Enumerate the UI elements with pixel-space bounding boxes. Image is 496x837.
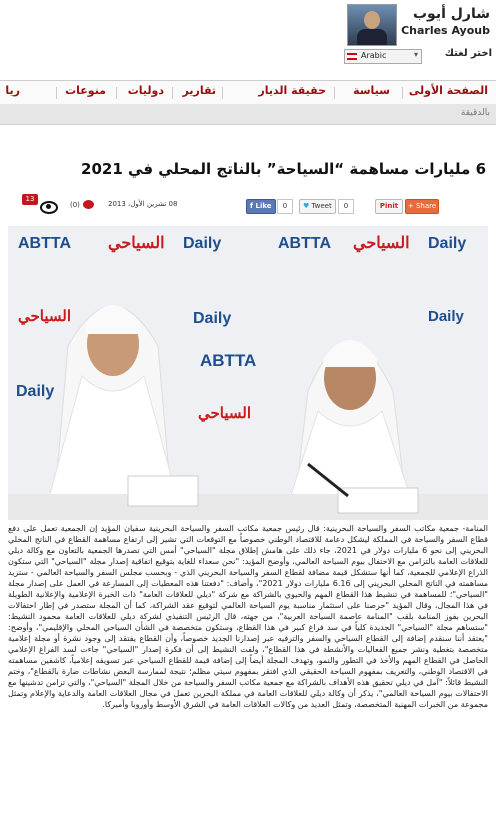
share-button[interactable]: + Share [405, 199, 439, 214]
backdrop-logo-alsiyahi-4: السياحي [198, 405, 251, 422]
backdrop-logo-daily-4: Daily [428, 308, 464, 325]
breadcrumb-bar [0, 104, 496, 125]
backdrop-logo-abtta-3: ABTTA [200, 351, 257, 370]
nav-item-politics[interactable]: سياسة [353, 84, 390, 97]
author-avatar[interactable] [347, 4, 397, 46]
photo-illustration [8, 226, 488, 520]
nav-item-miscellaneous[interactable]: منوعات [65, 84, 106, 97]
site-header [0, 0, 496, 80]
comment-icon[interactable] [83, 200, 94, 209]
comments-count[interactable]: (0) [70, 201, 80, 209]
backdrop-logo-abtta: ABTTA [18, 235, 72, 252]
tweet-button[interactable]: ♥ Tweet [299, 199, 336, 214]
author-name-arabic[interactable]: شارل أيوب [412, 6, 490, 22]
article-photo[interactable] [8, 226, 488, 520]
eye-icon [40, 201, 58, 214]
main-nav [0, 80, 496, 105]
backdrop-logo-daily-2: Daily [428, 235, 467, 252]
article-body-paragraph: المنامة- جمعية مكاتب السفر والسياحة البحرينية: قال رئيس جمعية مكاتب السفر والسياحة البحرينية سفيان المؤيد إن الجمعية تعمل على دفع قطاع السفر والسياحة في المملكة ليشكل دعامة للاقتصاد الوطني خصوصاً مع التوقعات التي تشير إلى ارتفاع مساهمة القطاع في الناتج المحلي البحريني إلى نحو 6 مليارات دولار في 2021، جاء ذلك على هامش إطلاق مجلة "السياحي" أمس التي تصدرها الجمعية بالتعاون مع وكالة ديلي للعلاقات العامة بالتزامن مع الاحتفال بيوم السياحة العالمي، وأوضح المؤيد: "نحن سعداء للغاية بتوقيع اتفاقية إصدار مجلة "السياحي" التي ستكون الذراع الإعلامي للجمعية، كما أنها ستشكل قيمة مضافة لقطاع السفر والسياحة البحريني الذي - وبحسب مجلس السفر والسياحة العالمي - ستزيد مساهمته في الناتج المحلي البحريني إلى 6.16 مليارات دولار 2021"، وأضاف: "دفعتنا هذه المعطيات إلى المسارعة في العمل على إصدار مجلة "السياحي"؛ للمساهمة في تنشيط هذا القطاع المهم والحيوي بالشراكة مع شركة "ديلي للعلاقات العامة" ذات الخبرة الإعلامية والإعلانية الطويلة في هذا المجال، وقال المؤيد "حرصنا على استثمار مناسبة يوم السياحة العالمي لتوقيع عقد الشراكة، كما أن المجلة ستصدر في إطار احتفالات البحرين بفوز المنامة بلقب "المنامة عاصمة السياحة العربية"، من جهته، قال الرئيس التنفيذي لشركة ديلي للعلاقات العامة محمود النشيط: "ستساهم مجلة "السياحي" الجديدة كلياً في سد فراغ كبير في هذا القطاع، وستكون متخصصة في الشأن السياحي المحلي والإقليمي"، وأوضح: "يعتقد أننا سنقدم إضافة إلى القطاع السياحي والسفر والترفيه عبر إصدارنا الجديد خصوصاً، وأن القطاع يفتقد إلى وجود نشرة أو مجلة إعلامية متخصصة بتغطية ونشر جميع الفعاليات والأنشطة في هذا القطاع"، ولفت النشيط إلى أن فكرة إصدار "السياحي" جاءت لسد الفراغ الإعلامي الحاصل في القطاع المهم والأخذ في التطور والنمو، وتهدف المجلة أيضاً إلى إضافة قيمة للقطاع السياحي عبر تسويقه إعلامياً، كاشفين مساهمته في الاقتصاد الوطني، والتعريف بمفهوم السياحة الحقيقي الذي افتقر بمفهوم سيتي مظلم؛ نتيجة لممارسة البعض نشاطات ضارة بالقطاع"، وختم النشيط قائلاً: "آمل في ديلي تحقيق هذه الأهداف بالشراكة مع جمعية مكاتب السفر والسياحة من خلال المجلة "السياحي"، والتي تزامن تدشينها مع الاحتفالات بيوم السياحة العالمي"، يذكر أن وكالة ديلي للعلاقات العامة في مملكة البحرين تعمل في مجال العلاقات العامة والدعاية والإعلام وتمثل مجموعة من الخبرات المهنية المتخصصة، وتمثل العديد من وكالات العلاقات العامة في الشرق الأوسط وأوروبا وأميركا. [8, 524, 488, 709]
language-select[interactable] [344, 49, 422, 64]
backdrop-logo-alsiyahi: السياحي [108, 235, 165, 252]
nav-item-aldiyar-truth[interactable]: حقيقة الديار [258, 84, 326, 97]
nav-item-international[interactable]: دوليات [127, 84, 164, 97]
backdrop-logo-alsiyahi-2: السياحي [353, 235, 410, 252]
article-body [8, 523, 488, 823]
twitter-bird-icon: ♥ [303, 202, 310, 210]
backdrop-logo-daily-5: Daily [16, 383, 55, 400]
share-plus-icon: + [407, 202, 414, 210]
nav-item-reports[interactable]: تقارير [182, 84, 216, 97]
nav-item-sports[interactable]: ريا [5, 84, 20, 97]
language-label: اختر لغتك [444, 48, 492, 59]
facebook-icon: f [250, 202, 254, 210]
chevron-down-icon: ▾ [413, 50, 418, 59]
backdrop-logo-abtta-2: ABTTA [278, 235, 332, 252]
tweet-count: 0 [338, 199, 354, 214]
facebook-like-button[interactable]: f Like [246, 199, 276, 214]
nav-item-home[interactable]: الصفحة الأولى [408, 84, 488, 97]
article-title: 6 مليارات مساهمة “السياحة” بالناتج المحلي في 2021 [81, 160, 486, 178]
views-count-badge: 13 [22, 194, 38, 205]
backdrop-logo-daily: Daily [183, 235, 222, 252]
language-selected-value: Arabic [361, 51, 387, 60]
breadcrumb[interactable]: بالدقيقة [460, 108, 490, 118]
backdrop-logo-daily-3: Daily [193, 310, 232, 327]
lebanon-flag-icon [347, 53, 357, 60]
author-name-english[interactable]: Charles Ayoub [401, 24, 490, 37]
article-date: 08 تشرين الأول، 2013 [108, 200, 178, 208]
article-meta-row [0, 197, 496, 217]
backdrop-logo-alsiyahi-3: السياحي [18, 308, 71, 325]
pinit-button[interactable]: Pinit [375, 199, 403, 214]
like-count: 0 [277, 199, 293, 214]
